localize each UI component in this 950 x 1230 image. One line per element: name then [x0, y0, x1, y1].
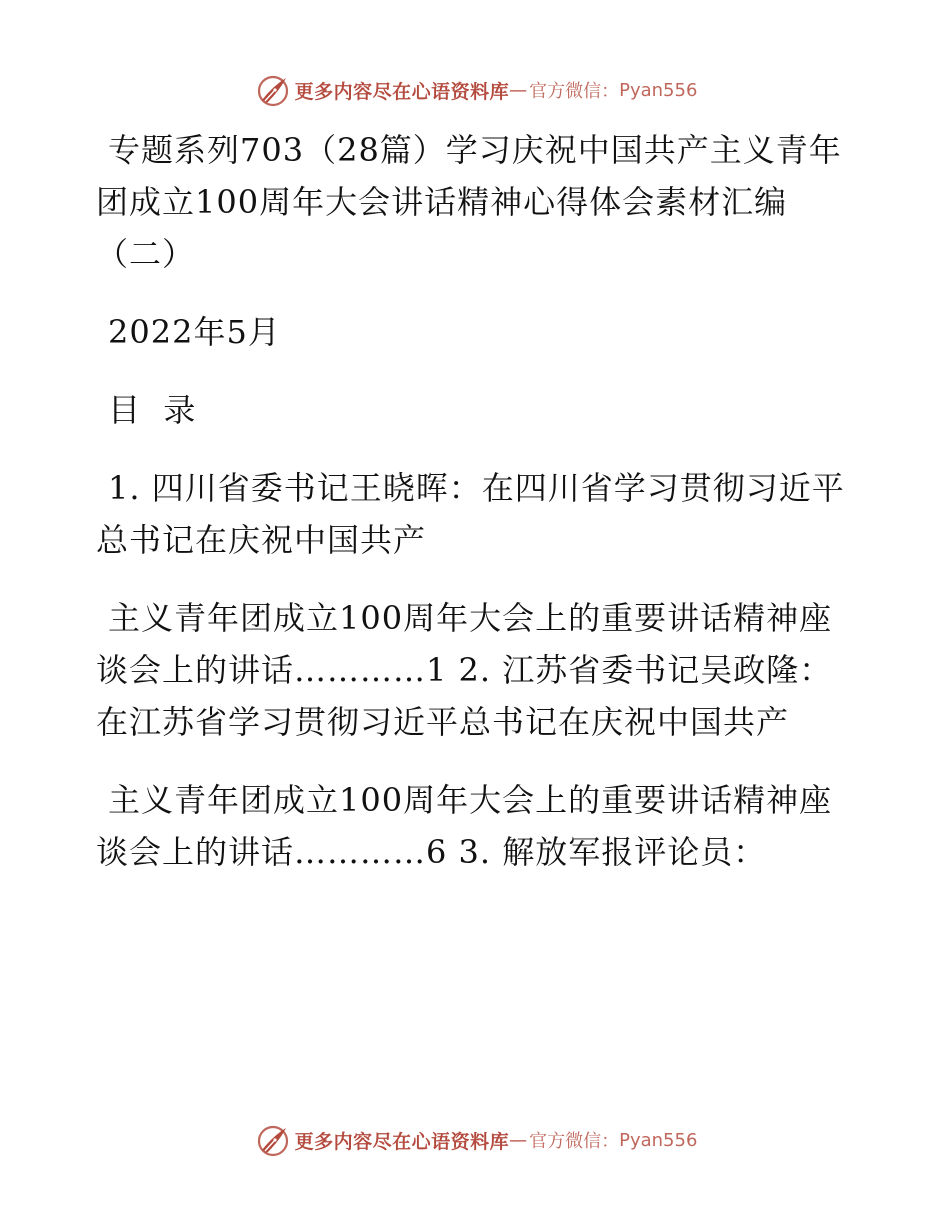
document-date: 2022年5月 [108, 313, 281, 351]
pen-nib-logo-icon [253, 1120, 293, 1160]
document-title: 专题系列703（28篇）学习庆祝中国共产主义青年团成立100周年大会讲话精神心得体会素材汇编（二） [96, 131, 842, 273]
watermark-separator: — [509, 79, 528, 101]
toc-heading: 目 录 [108, 391, 197, 429]
pen-nib-logo-icon [253, 70, 293, 110]
watermark-main-text: 更多内容尽在心语资料库 [294, 80, 510, 103]
watermark-separator: — [509, 1129, 528, 1151]
watermark-wechat-id: Pyan556 [619, 79, 698, 101]
footer-watermark [0, 1118, 950, 1162]
watermark-wechat-id: Pyan556 [619, 1129, 698, 1151]
toc-paragraph: 主义青年团成立100周年大会上的重要讲话精神座谈会上的讲话…………6 3. 解放军报评论员： [96, 781, 833, 871]
watermark-wechat-label: 官方微信： [529, 1131, 620, 1152]
document-body [96, 124, 856, 904]
header-watermark [0, 68, 950, 112]
watermark-main-text: 更多内容尽在心语资料库 [294, 1130, 510, 1153]
toc-paragraph: 主义青年团成立100周年大会上的重要讲话精神座谈会上的讲话…………1 2. 江苏省委书记吴政隆：在江苏省学习贯彻习近平总书记在庆祝中国共产 [96, 599, 833, 741]
toc-paragraph: 1. 四川省委书记王晓晖：在四川省学习贯彻习近平总书记在庆祝中国共产 [96, 469, 845, 559]
watermark-wechat-label: 官方微信： [529, 81, 620, 102]
